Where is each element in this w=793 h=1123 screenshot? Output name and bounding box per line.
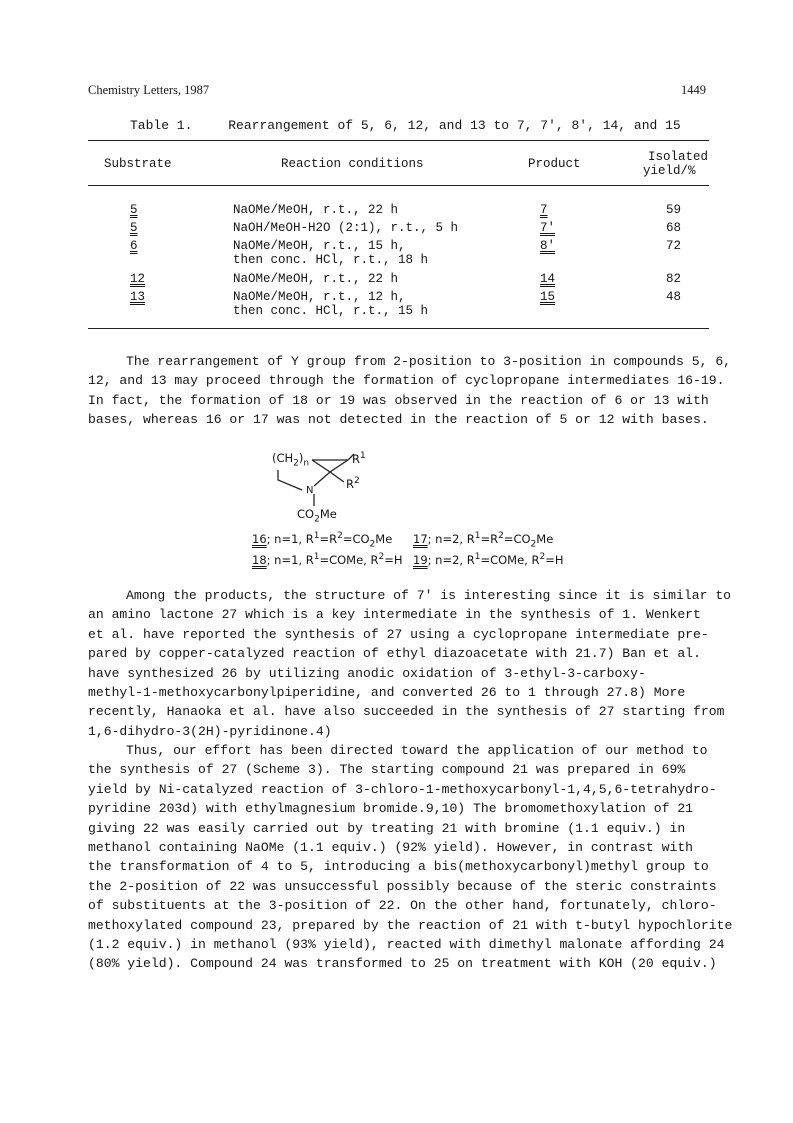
cell-product: 7 bbox=[540, 203, 548, 217]
ring-bond bbox=[278, 470, 302, 490]
compound-label-16: 16; n=1, $R^1=R^2=CO_2Me$ bbox=[252, 531, 393, 550]
ring-label: $(CH_2)_n$ bbox=[272, 451, 310, 469]
table-title-prefix: Table 1. bbox=[130, 118, 193, 133]
text-line: (80% yield). Compound 24 was transformed to 25 on treatment with KOH (20 equiv.) bbox=[88, 956, 717, 972]
table-title bbox=[130, 119, 681, 134]
text-line: In fact, the formation of 18 or 19 was observed in the reaction of 6 or 13 with bbox=[88, 392, 709, 408]
text-line: giving 22 was easily carried out by treating 21 with bromine (1.1 equiv.) in bbox=[88, 820, 686, 836]
text-line: 1,6-dihydro-3(2H)-pyridinone.4) bbox=[88, 723, 332, 739]
cell-yield: 72 bbox=[666, 239, 682, 253]
text-line: of substituents at the 3-position of 22. On the other hand, fortunately, chloro- bbox=[88, 898, 717, 914]
r2-label: $R^2$ bbox=[346, 476, 360, 491]
text-line: the synthesis of 27 (Scheme 3). The starting compound 21 was prepared in 69% bbox=[88, 762, 686, 778]
text-line: pared by copper-catalyzed reaction of ethyl diazoacetate with 21.7) Ban et al. bbox=[88, 646, 701, 662]
cell-conditions: NaOMe/MeOH, r.t., 15 h, bbox=[233, 239, 406, 253]
paragraph-1 bbox=[88, 352, 732, 430]
text-line: the transformation of 4 to 5, introducing a bis(methoxycarbonyl)methyl group to bbox=[88, 859, 709, 875]
compound-label-18: 18; n=1, $R^1=COMe$, $R^2=H$ bbox=[252, 552, 403, 567]
col-header-conditions: Reaction conditions bbox=[281, 157, 424, 171]
text-line: methyl-1-methoxycarbonylpiperidine, and converted 26 to 1 through 27.8) More bbox=[88, 685, 686, 701]
cell-conditions: NaOH/MeOH-H2O (2:1), r.t., 5 h bbox=[233, 221, 459, 235]
text-line: methanol containing NaOMe (1.1 equiv.) (92% yield). However, in contrast with bbox=[88, 840, 694, 856]
col-header-product: Product bbox=[528, 157, 581, 171]
text-line: pyridine 203d) with ethylmagnesium bromide.9,10) The bromomethoxylation of 21 bbox=[88, 801, 694, 817]
table-header-rule bbox=[88, 185, 709, 186]
table-title-text: Rearrangement of 5, 6, 12, and 13 to 7, 7', 8', 14, and 15 bbox=[228, 118, 681, 133]
n-atom-label: N bbox=[306, 485, 314, 496]
compound-label-17: 17; n=2, $R^1=R^2=CO_2Me$ bbox=[413, 531, 554, 550]
cell-product: 14 bbox=[540, 272, 556, 286]
text-line: yield by Ni-catalyzed reaction of 3-chloro-1-methoxycarbonyl-1,4,5,6-tetrahydro- bbox=[88, 781, 717, 797]
cell-substrate: 13 bbox=[130, 290, 146, 304]
text-line: have synthesized 26 by utilizing anodic oxidation of 3-ethyl-3-carboxy- bbox=[88, 665, 646, 681]
text-line: The rearrangement of Y group from 2-position to 3-position in compounds 5, 6, bbox=[126, 354, 732, 369]
table-bottom-rule bbox=[88, 328, 709, 329]
cell-yield: 82 bbox=[666, 272, 682, 286]
paragraph-3 bbox=[88, 741, 733, 974]
cell-product: 7' bbox=[540, 221, 556, 235]
paragraph-2 bbox=[88, 586, 732, 741]
cell-conditions-cont: then conc. HCl, r.t., 15 h bbox=[233, 304, 429, 318]
col-header-yield-1: Isolated bbox=[648, 150, 709, 164]
cell-product: 8' bbox=[540, 239, 556, 253]
cell-substrate: 5 bbox=[130, 203, 138, 217]
compound-label-19: 19; n=2, $R^1=COMe$, $R^2=H$ bbox=[413, 552, 564, 567]
page-number: 1449 bbox=[681, 83, 706, 97]
journal-header: Chemistry Letters, 1987 bbox=[88, 83, 210, 97]
cell-substrate: 5 bbox=[130, 221, 138, 235]
cell-conditions-cont: then conc. HCl, r.t., 18 h bbox=[233, 253, 429, 267]
text-line: et al. have reported the synthesis of 27 using a cyclopropane intermediate pre- bbox=[88, 626, 709, 642]
table-top-rule bbox=[88, 140, 709, 141]
cell-yield: 59 bbox=[666, 203, 682, 217]
co2me-label: $CO_2Me$ bbox=[297, 507, 337, 525]
col-header-yield-2: yield/% bbox=[643, 164, 696, 178]
cell-yield: 48 bbox=[666, 290, 682, 304]
col-header-substrate: Substrate bbox=[104, 157, 172, 171]
r1-label: $R^1$ bbox=[352, 451, 366, 466]
text-line: methoxylated compound 23, prepared by the reaction of 21 with t-butyl hypochlorite bbox=[88, 917, 733, 933]
text-line: bases, whereas 16 or 17 was not detected in the reaction of 5 or 12 with bases. bbox=[88, 412, 709, 428]
text-line: Among the products, the structure of 7' is interesting since it is similar to bbox=[126, 588, 732, 603]
text-line: an amino lactone 27 which is a key intermediate in the synthesis of 1. Wenkert bbox=[88, 607, 701, 623]
text-line: the 2-position of 22 was unsuccessful possibly because of the steric constraints bbox=[88, 878, 717, 894]
cell-product: 15 bbox=[540, 290, 556, 304]
cell-yield: 68 bbox=[666, 221, 682, 235]
cell-conditions: NaOMe/MeOH, r.t., 12 h, bbox=[233, 290, 406, 304]
text-line: (1.2 equiv.) in methanol (93% yield), reacted with dimethyl malonate affording 24 bbox=[88, 937, 725, 953]
text-line: 12, and 13 may proceed through the formation of cyclopropane intermediates 16-19. bbox=[88, 373, 725, 389]
cell-conditions: NaOMe/MeOH, r.t., 22 h bbox=[233, 272, 399, 286]
cell-substrate: 6 bbox=[130, 239, 138, 253]
text-line: recently, Hanaoka et al. have also succeeded in the synthesis of 27 starting from bbox=[88, 704, 725, 720]
cell-substrate: 12 bbox=[130, 272, 146, 286]
text-line: Thus, our effort has been directed toward the application of our method to bbox=[126, 743, 708, 758]
cell-conditions: NaOMe/MeOH, r.t., 22 h bbox=[233, 203, 399, 217]
